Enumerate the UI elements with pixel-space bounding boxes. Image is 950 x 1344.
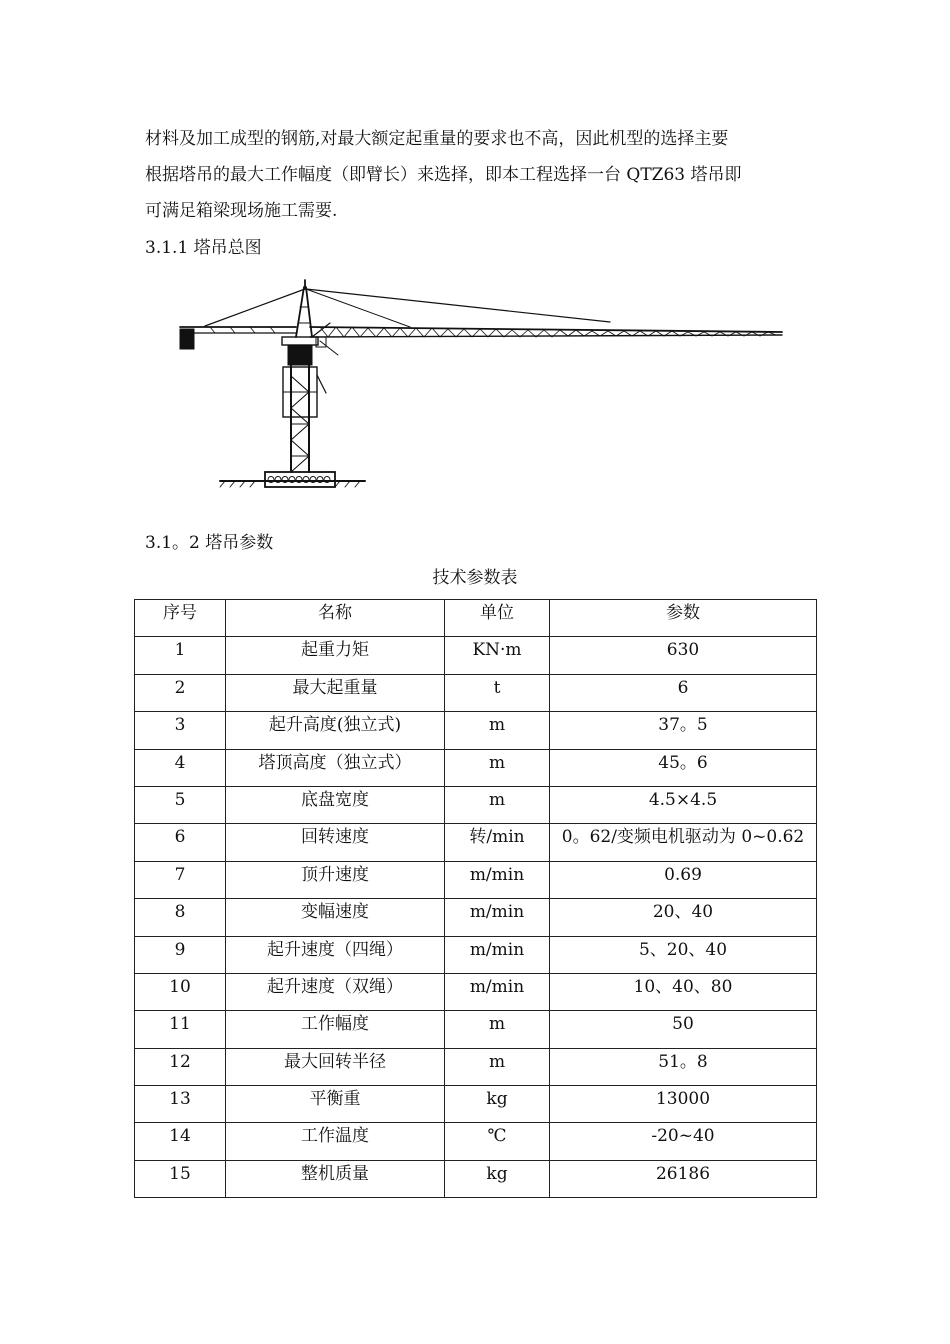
table-cell: 20、40: [550, 899, 817, 936]
table-cell: 工作温度: [226, 1123, 445, 1160]
table-row: [135, 1160, 817, 1197]
intro-line: 材料及加工成型的钢筋,对最大额定起重量的要求也不高，因此机型的选择主要: [145, 129, 729, 149]
table-cell: 6: [550, 674, 817, 711]
table-cell: m: [445, 786, 550, 823]
header-cell: 序号: [135, 600, 226, 637]
table-cell: 14: [135, 1123, 226, 1160]
table-cell: 11: [135, 1011, 226, 1048]
table-cell: m: [445, 1011, 550, 1048]
table-cell: 6: [135, 824, 226, 861]
table-cell: 13: [135, 1086, 226, 1123]
header-cell: 参数: [550, 600, 817, 637]
table-row: [135, 1011, 817, 1048]
table-cell: t: [445, 674, 550, 711]
intro-line: 可满足箱梁现场施工需要.: [145, 201, 338, 221]
table-cell: 塔顶高度（独立式）: [226, 749, 445, 786]
table-row: [135, 899, 817, 936]
table-cell: 50: [550, 1011, 817, 1048]
table-cell: m/min: [445, 973, 550, 1010]
table-cell: 51。8: [550, 1048, 817, 1085]
table-cell: 9: [135, 936, 226, 973]
table-row: [135, 1086, 817, 1123]
table-cell: m/min: [445, 936, 550, 973]
table-cell: 0。62/变频电机驱动为 0~0.62: [550, 824, 817, 861]
table-cell: 起升高度(独立式): [226, 712, 445, 749]
table-row: [135, 861, 817, 898]
table-cell: kg: [445, 1086, 550, 1123]
table-cell: 平衡重: [226, 1086, 445, 1123]
table-cell: 10、40、80: [550, 973, 817, 1010]
table-cell: 13000: [550, 1086, 817, 1123]
table-cell: 15: [135, 1160, 226, 1197]
table-cell: m: [445, 1048, 550, 1085]
table-cell: -20~40: [550, 1123, 817, 1160]
table-cell: KN·m: [445, 637, 550, 674]
table-caption: 技术参数表: [432, 568, 518, 588]
table-cell: 变幅速度: [226, 899, 445, 936]
table-row: [135, 749, 817, 786]
table-cell: 起升速度（四绳）: [226, 936, 445, 973]
table-cell: 回转速度: [226, 824, 445, 861]
table-cell: 5: [135, 786, 226, 823]
table-cell: ℃: [445, 1123, 550, 1160]
table-cell: 起重力矩: [226, 637, 445, 674]
table-cell: 最大回转半径: [226, 1048, 445, 1085]
table-cell: 630: [550, 637, 817, 674]
table-cell: 0.69: [550, 861, 817, 898]
table-cell: 45。6: [550, 749, 817, 786]
table-row: [135, 936, 817, 973]
table-cell: 3: [135, 712, 226, 749]
table-cell: 整机质量: [226, 1160, 445, 1197]
table-cell: 底盘宽度: [226, 786, 445, 823]
intro-paragraph: [145, 121, 817, 229]
table-cell: 4.5×4.5: [550, 786, 817, 823]
table-cell: 最大起重量: [226, 674, 445, 711]
table-cell: 7: [135, 861, 226, 898]
table-cell: 1: [135, 637, 226, 674]
table-cell: 5、20、40: [550, 936, 817, 973]
section-heading-crane-parameters: 3.1。2 塔吊参数: [145, 533, 274, 553]
tower-crane-drawing: [170, 275, 790, 495]
table-cell: 8: [135, 899, 226, 936]
table-row: [135, 824, 817, 861]
header-cell: 单位: [445, 600, 550, 637]
intro-line: 根据塔吊的最大工作幅度（即臂长）来选择，即本工程选择一台 QTZ63 塔吊即: [145, 165, 742, 185]
table-cell: m/min: [445, 861, 550, 898]
table-cell: 工作幅度: [226, 1011, 445, 1048]
table-row: [135, 712, 817, 749]
table-row: [135, 973, 817, 1010]
header-cell: 名称: [226, 600, 445, 637]
table-cell: 起升速度（双绳）: [226, 973, 445, 1010]
table-cell: m: [445, 712, 550, 749]
table-cell: m: [445, 749, 550, 786]
table-cell: 顶升速度: [226, 861, 445, 898]
table-cell: 4: [135, 749, 226, 786]
table-cell: kg: [445, 1160, 550, 1197]
table-row: [135, 786, 817, 823]
table-row: [135, 674, 817, 711]
section-heading-crane-drawing: 3.1.1 塔吊总图: [145, 238, 262, 258]
table-row: [135, 637, 817, 674]
table-header-row: [135, 600, 817, 637]
table-row: [135, 1048, 817, 1085]
table-cell: m/min: [445, 899, 550, 936]
technical-parameters-table: [134, 599, 817, 1198]
table-cell: 转/min: [445, 824, 550, 861]
table-cell: 37。5: [550, 712, 817, 749]
table-cell: 12: [135, 1048, 226, 1085]
table-cell: 10: [135, 973, 226, 1010]
table-cell: 2: [135, 674, 226, 711]
table-row: [135, 1123, 817, 1160]
table-cell: 26186: [550, 1160, 817, 1197]
